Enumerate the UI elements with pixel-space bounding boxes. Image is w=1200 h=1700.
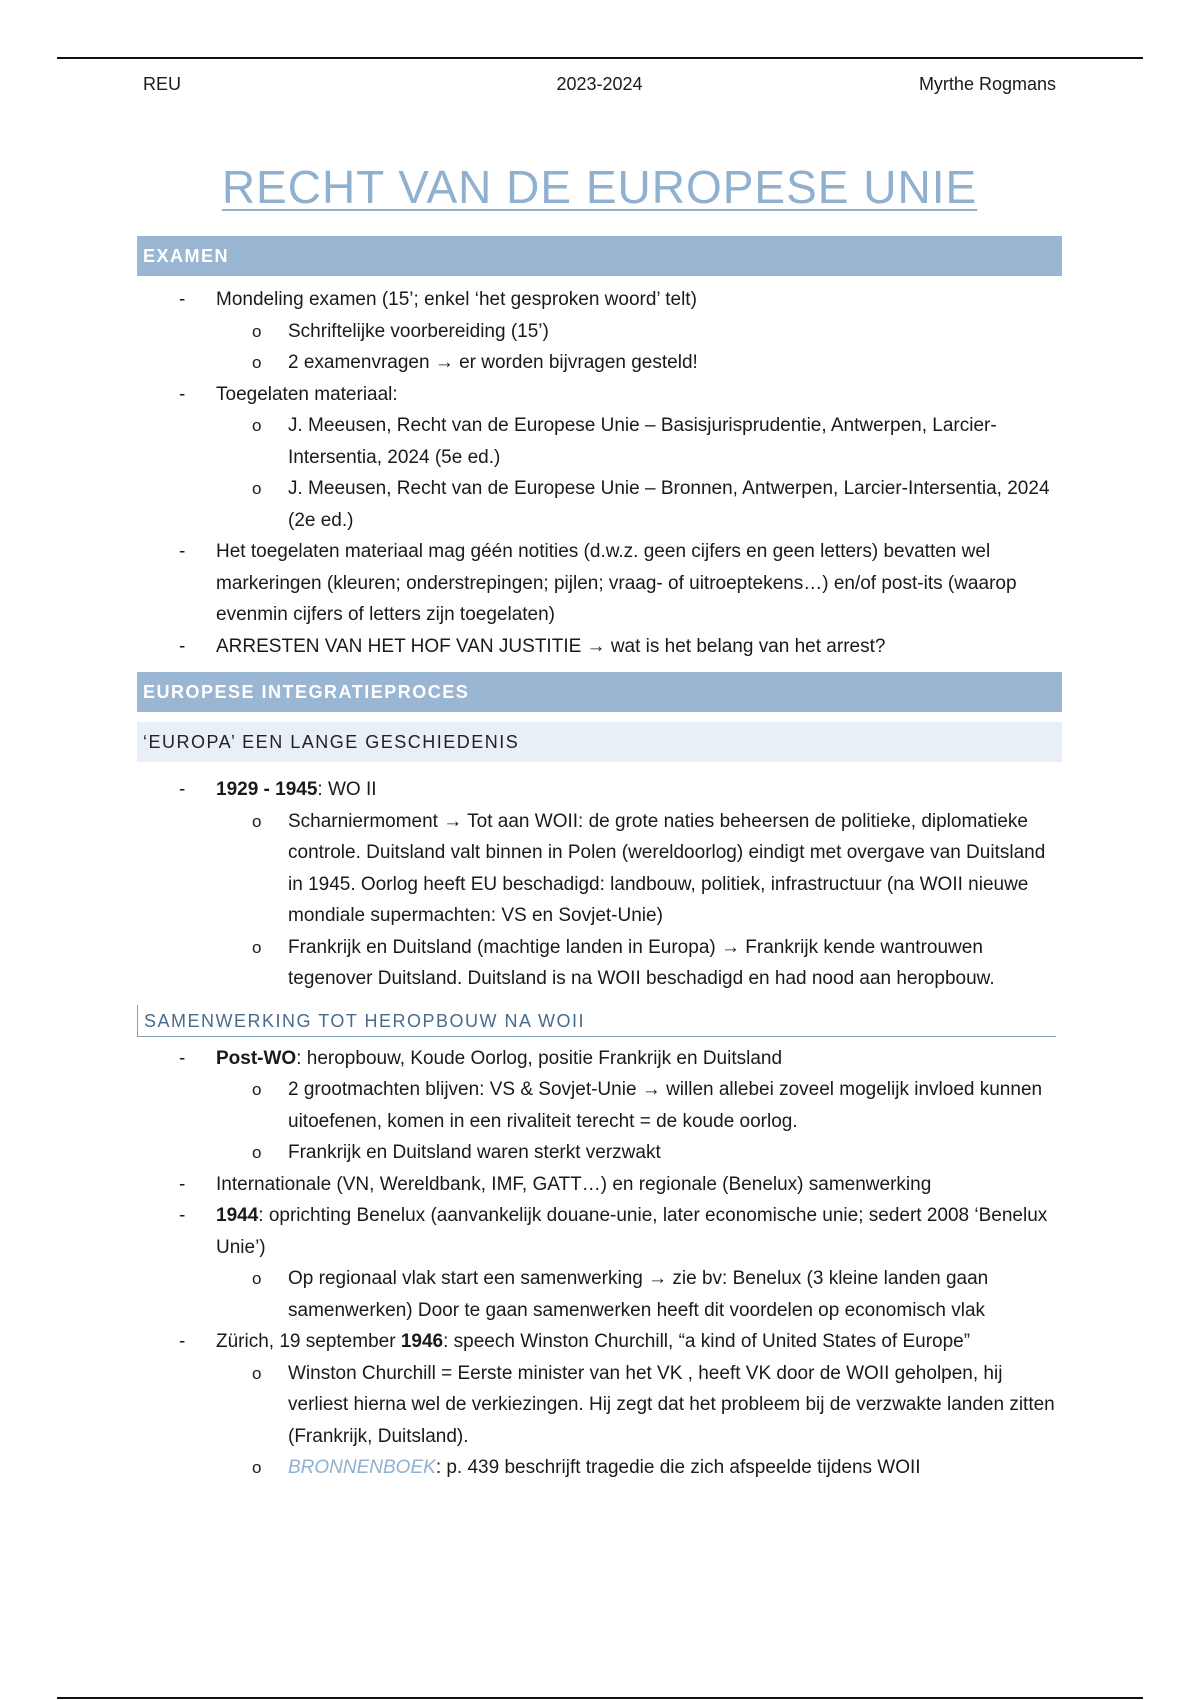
examen-list bbox=[137, 284, 1062, 662]
header-course: REU bbox=[143, 74, 182, 94]
page-header bbox=[143, 74, 1056, 100]
list-item: - Post-WO: heropbouw, Koude Oorlog, positie Frankrijk en Duitsland o 2 grootmachten blijven: VS & Sovjet-Unie → willen allebei zoveel mogelijk invloed kunnen uitoefenen, komen in een rivaliteit terecht = de koude oorlog. o Frankrijk en Duitsland waren sterkt verzwakt bbox=[137, 1043, 1062, 1169]
document-title: RECHT VAN DE EUROPESE UNIE bbox=[221, 161, 978, 213]
list-item: o Op regionaal vlak start een samenwerking → zie bv: Benelux (3 kleine landen gaan samenwerken) Door te gaan samenwerken heeft dit voordelen op economisch vlak bbox=[252, 1268, 989, 1321]
list-item: o 2 grootmachten blijven: VS & Sovjet-Unie → willen allebei zoveel mogelijk invloed kunnen uitoefenen, komen in een rivaliteit terecht = de koude oorlog. bbox=[252, 1079, 1043, 1132]
list-item: o BRONNENBOEK: p. 439 beschrijft tragedie die zich afspeelde tijdens WOII bbox=[252, 1457, 921, 1478]
list-item: o J. Meeusen, Recht van de Europese Unie – Basisjurisprudentie, Antwerpen, Larcier-Intersentia, 2024 (5e ed.) bbox=[252, 415, 997, 468]
list-item: - 1944: oprichting Benelux (aanvankelijk douane-unie, later economische unie; sedert 2008 ‘Benelux Unie’) o Op regionaal vlak start een samenwerking → zie bv: Benelux (3 kleine landen gaan samenwerken) Door te gaan samenwerken heeft dit voordelen op economisch vlak bbox=[137, 1200, 1062, 1326]
list-item: - Mondeling examen (15’; enkel ‘het gesproken woord’ telt) o Schriftelijke voorbereiding (15’) o 2 examenvragen → er worden bijvragen gesteld! bbox=[137, 284, 1062, 379]
list-item: o Frankrijk en Duitsland (machtige landen in Europa) → Frankrijk kende wantrouwen tegenover Duitsland. Duitsland is na WOII beschadigd en had nood aan heropbouw. bbox=[252, 936, 995, 989]
header-author: Myrthe Rogmans bbox=[918, 74, 1056, 94]
header-year: 2023-2024 bbox=[556, 74, 643, 94]
list-item: o J. Meeusen, Recht van de Europese Unie – Bronnen, Antwerpen, Larcier-Intersentia, 2024 (2e ed.) bbox=[252, 478, 1050, 531]
sub-list bbox=[216, 410, 1062, 536]
sub-list bbox=[216, 1358, 1062, 1484]
heading-examen: EXAMEN bbox=[137, 236, 1062, 276]
list-item: - Zürich, 19 september 1946: speech Winston Churchill, “a kind of United States of Europe” o Winston Churchill = Eerste minister van het VK , heeft VK door de WOII geholpen, hij verliest hierna wel de verkiezingen. Hij zegt dat het probleem bij de verzwakte landen zitten (Frankrijk, Duitsland). o BRONNENBOEK: p. 439 beschrijft tragedie die zich afspeelde tijdens WOII bbox=[137, 1326, 1062, 1484]
bottom-rule bbox=[57, 1697, 1143, 1699]
list-item: - Het toegelaten materiaal mag géén notities (d.w.z. geen cijfers en geen letters) bevatten wel markeringen (kleuren; onderstrepingen; pijlen; vraag- of uitroeptekens…) en/of post-its (waarop evenmin cijfers of letters zijn toegelaten) bbox=[179, 541, 1017, 625]
list-item: o Frankrijk en Duitsland waren sterkt verzwakt bbox=[252, 1142, 661, 1163]
samenwerking-list bbox=[137, 1043, 1062, 1484]
sub-list bbox=[216, 806, 1062, 995]
list-item: - Toegelaten materiaal: o J. Meeusen, Recht van de Europese Unie – Basisjurisprudentie, Antwerpen, Larcier-Intersentia, 2024 (5e ed.) o J. Meeusen, Recht van de Europese Unie – Bronnen, Antwerpen, Larcier-Intersentia, 2024 (2e ed.) bbox=[137, 379, 1062, 537]
list-item: o 2 examenvragen → er worden bijvragen gesteld! bbox=[252, 352, 698, 373]
list-item: o Winston Churchill = Eerste minister van het VK , heeft VK door de WOII geholpen, hij verliest hierna wel de verkiezingen. Hij zegt dat het probleem bij de verzwakte landen zitten (Frankrijk, Duitsland). bbox=[252, 1362, 1055, 1447]
list-item: o Scharniermoment → Tot aan WOII: de grote naties beheersen de politieke, diplomatieke controle. Duitsland valt binnen in Polen (wereldoorlog) eindigt met overgave van Duitsland in 1945. Oorlog heeft EU beschadigd: landbouw, politiek, infrastructuur (na WOII nieuwe mondiale supermachten: VS en Sovjet-Unie) bbox=[252, 810, 1046, 926]
geschiedenis-list bbox=[137, 774, 1062, 995]
list-item: - Internationale (VN, Wereldbank, IMF, GATT…) en regionale (Benelux) samenwerking bbox=[179, 1173, 932, 1195]
sub-list bbox=[216, 1263, 1062, 1326]
subheading-geschiedenis: ‘EUROPA’ EEN LANGE GESCHIEDENIS bbox=[137, 722, 1062, 762]
list-item: - ARRESTEN VAN HET HOF VAN JUSTITIE → wat is het belang van het arrest? bbox=[179, 635, 886, 657]
list-item: - 1929 - 1945: WO II o Scharniermoment → Tot aan WOII: de grote naties beheersen de politieke, diplomatieke controle. Duitsland valt binnen in Polen (wereldoorlog) eindigt met overgave van Duitsland in 1945. Oorlog heeft EU beschadigd: landbouw, politiek, infrastructuur (na WOII nieuwe mondiale supermachten: VS en Sovjet-Unie) o Frankrijk en Duitsland (machtige landen in Europa) → Frankrijk kende wantrouwen tegenover Duitsland. Duitsland is na WOII beschadigd en had nood aan heropbouw. bbox=[137, 774, 1062, 995]
bronnenboek-reference: BRONNENBOEK bbox=[288, 1457, 436, 1478]
sub-list bbox=[216, 316, 1062, 379]
heading-integratieproces: EUROPESE INTEGRATIEPROCES bbox=[137, 672, 1062, 712]
document-body bbox=[137, 236, 1062, 1484]
sub-list bbox=[216, 1074, 1062, 1169]
list-item: o Schriftelijke voorbereiding (15’) bbox=[252, 320, 549, 342]
top-rule bbox=[57, 57, 1143, 59]
subheading-samenwerking: SAMENWERKING TOT HEROPBOUW NA WOII bbox=[137, 1005, 1056, 1037]
